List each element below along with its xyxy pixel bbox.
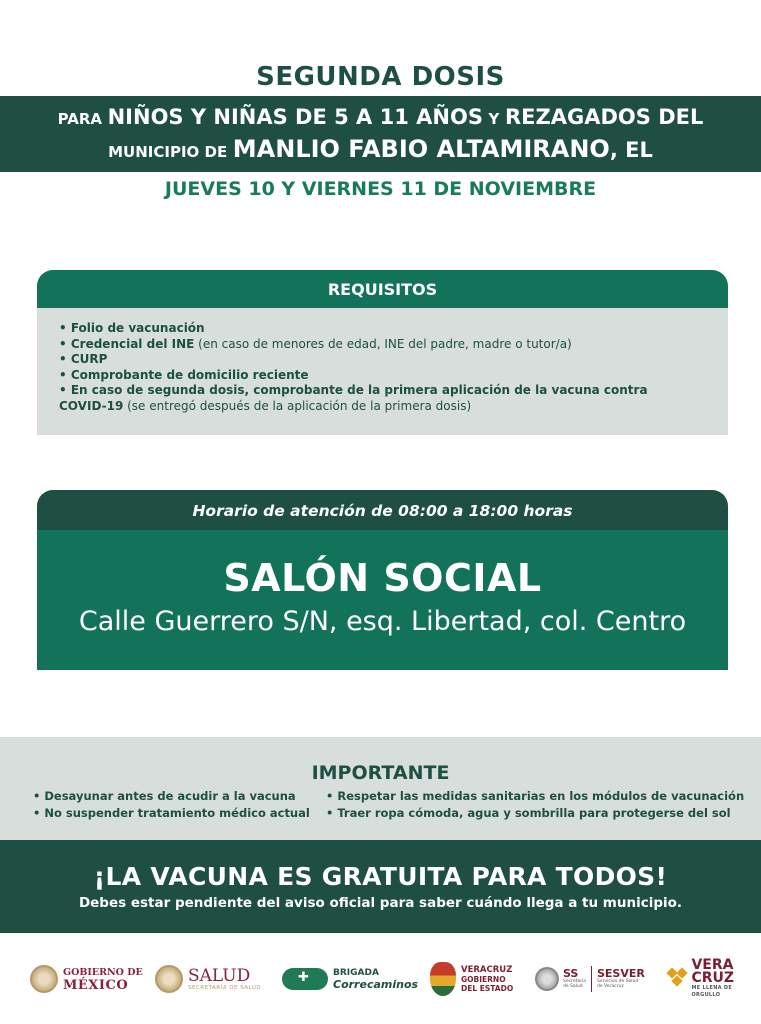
logo-text: VERACRUZ (461, 964, 513, 975)
free-vaccine-subline: Debes estar pendiente del aviso oficial para saber cuándo llega a tu municipio. (78, 895, 683, 911)
diamond-pattern-icon (668, 969, 687, 989)
logo-text: DEL ESTADO (461, 983, 514, 993)
logo-text: BRIGADA (333, 968, 379, 978)
seal-icon (535, 967, 559, 991)
requirements-heading: REQUISITOS (37, 270, 728, 308)
important-item: • Desayunar antes de acudir a la vacuna (33, 789, 296, 803)
important-item: • No suspender tratamiento médico actual (33, 806, 310, 820)
important-item: • Respetar las medidas sanitarias en los módulos de vacunación (326, 789, 745, 803)
venue-panel (37, 530, 728, 670)
event-date: JUEVES 10 Y VIERNES 11 DE NOVIEMBRE (164, 178, 597, 200)
logo-text: Servicios de Salud (597, 979, 639, 984)
title-text: Y (488, 110, 500, 128)
requirement-item (59, 399, 706, 415)
logo-salud (155, 955, 261, 1003)
requirement-label: • Credencial del INE (59, 336, 195, 351)
free-vaccine-banner (0, 840, 761, 933)
roadrunner-icon (282, 968, 328, 990)
logo-text: SS (563, 967, 579, 980)
requirement-label: COVID-19 (59, 398, 124, 413)
requirement-note: (se entregó después de la aplicación de la primera dosis) (123, 398, 472, 413)
logo-gobierno-mexico (30, 955, 143, 1003)
requirement-item (59, 352, 706, 368)
title-text: PARA (57, 110, 103, 128)
requirement-item (59, 337, 706, 353)
logo-text: GOBIERNO DE (63, 967, 143, 978)
page-title: SEGUNDA DOSIS (256, 62, 505, 92)
important-list-right (326, 788, 744, 822)
divider (591, 966, 592, 992)
important-list-left (33, 788, 310, 822)
venue-name: SALÓN SOCIAL (223, 556, 542, 600)
logo-text: Secretaría (563, 979, 586, 984)
requirement-item (59, 321, 706, 337)
logo-text: GOBIERNO (461, 974, 506, 984)
requirement-label: • En caso de segunda dosis, comprobante de la primera aplicación de la vacuna contra (59, 383, 648, 397)
logo-text: ME LLENA DE ORGULLO (691, 985, 733, 998)
logo-text: de Salud (563, 984, 583, 989)
title-text: NIÑOS Y NIÑAS DE 5 A 11 AÑOS (107, 105, 483, 129)
title-text: , EL (609, 138, 653, 162)
important-section (0, 737, 761, 840)
important-item: • Traer ropa cómoda, agua y sombrilla para protegerse del sol (326, 806, 731, 820)
schedule-label: Horario de atención de 08:00 a 18:00 horas (37, 490, 728, 530)
venue-address: Calle Guerrero S/N, esq. Libertad, col. Centro (78, 606, 687, 637)
requirement-label: • Folio de vacunación (59, 321, 205, 335)
eagle-seal-icon (30, 965, 58, 993)
requirement-label: • CURP (59, 352, 108, 366)
logo-text: SALUD (188, 966, 251, 986)
title-text: MUNICIPIO DE (108, 143, 228, 161)
eagle-seal-icon (155, 965, 183, 993)
important-heading: IMPORTANTE (311, 762, 450, 784)
logo-ss-sesver (535, 955, 645, 1003)
requirement-item (59, 368, 706, 384)
logo-text: VERA (691, 957, 734, 973)
requirements-list (37, 308, 728, 435)
logo-text: CRUZ (691, 970, 735, 986)
logo-text: Correcaminos (333, 978, 419, 991)
requirement-note: (en caso de menores de edad, INE del padre, madre o tutor/a) (194, 336, 572, 351)
title-line-2 (0, 134, 761, 167)
logo-text: SESVER (597, 967, 645, 980)
logo-text: SECRETARÍA DE SALUD (188, 985, 262, 991)
logo-veracruz (668, 955, 761, 1003)
logo-text: de Veracruz (597, 984, 624, 989)
logo-veracruz-gobierno (430, 955, 513, 1003)
title-line-1 (0, 102, 761, 134)
coat-of-arms-icon (430, 962, 456, 996)
title-band (0, 96, 761, 172)
logo-text: MÉXICO (63, 978, 129, 993)
requirement-label: • Comprobante de domicilio reciente (59, 367, 309, 382)
logo-brigada-correcaminos (282, 955, 418, 1003)
title-text: REZAGADOS DEL (504, 105, 704, 129)
logo-strip (0, 955, 761, 1005)
municipality-name: MANLIO FABIO ALTAMIRANO (232, 135, 610, 163)
requirement-item (59, 383, 706, 399)
free-vaccine-headline: ¡LA VACUNA ES GRATUITA PARA TODOS! (93, 862, 668, 891)
